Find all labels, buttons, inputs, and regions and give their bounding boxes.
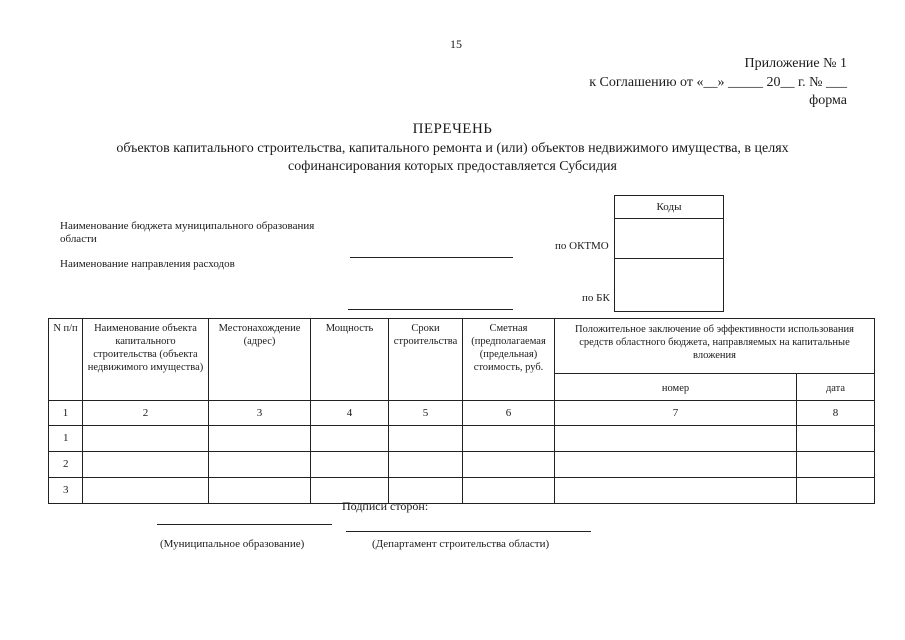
table-cell[interactable] [389,452,463,478]
table-cell[interactable] [83,452,209,478]
header-capacity: Мощность [311,319,389,401]
table-cell[interactable] [463,478,555,504]
row-number: 1 [49,426,83,452]
table-cell[interactable] [555,478,797,504]
document-subtitle-line-1: объектов капитального строительства, капитального ремонта и (или) объектов недвижимого имущества, в целях [116,141,789,156]
municipal-signature-line[interactable] [157,524,332,525]
table-cell[interactable] [797,452,875,478]
header-construction-terms: Сроки строительства [389,319,463,401]
column-number: 8 [797,401,875,426]
department-signature-line[interactable] [346,531,591,532]
table-cell[interactable] [83,426,209,452]
column-number: 2 [83,401,209,426]
bk-label: по БК [582,292,610,304]
column-number: 6 [463,401,555,426]
table-cell[interactable] [209,478,311,504]
objects-table [48,318,875,504]
table-row [49,478,875,504]
header-estimated-cost: Сметная (предполагаемая (предельная) стоимость, руб. [463,319,555,401]
column-number: 5 [389,401,463,426]
table-cell[interactable] [389,426,463,452]
header-location: Местонахождение (адрес) [209,319,311,401]
header-num: N п/п [49,319,83,401]
appendix-label: Приложение № 1 [744,56,847,71]
header-conclusion: Положительное заключение об эффективности использования средств областного бюджета, направляемых на капитальные вложения [555,319,875,374]
column-number: 3 [209,401,311,426]
codes-box [614,195,724,312]
row-number: 3 [49,478,83,504]
form-label: форма [809,93,847,108]
codes-divider [615,258,723,259]
objects-table-wrapper [48,318,875,504]
table-row [49,426,875,452]
table-cell[interactable] [209,452,311,478]
oktmo-label: по ОКТМО [555,240,609,252]
direction-name-label: Наименование направления расходов [60,258,235,270]
direction-name-field[interactable] [348,309,513,310]
header-conclusion-number: номер [555,374,797,401]
document-subtitle-line-2: софинансирования которых предоставляется Субсидия [288,159,617,174]
table-cell[interactable] [311,426,389,452]
table-cell[interactable] [311,452,389,478]
budget-name-field[interactable] [350,257,513,258]
header-conclusion-date: дата [797,374,875,401]
header-object-name: Наименование объекта капитального строительства (объекта недвижимого имущества) [83,319,209,401]
municipal-signature-caption: (Муниципальное образование) [160,538,305,550]
table-cell[interactable] [463,452,555,478]
department-signature-caption: (Департамент строительства области) [372,538,550,550]
column-number: 7 [555,401,797,426]
budget-name-label [60,220,350,246]
row-number: 2 [49,452,83,478]
column-numbers-row [49,401,875,426]
column-number: 1 [49,401,83,426]
column-number: 4 [311,401,389,426]
table-cell[interactable] [463,426,555,452]
table-cell[interactable] [555,426,797,452]
document-title: ПЕРЕЧЕНЬ [412,121,493,137]
budget-name-label-line-1: Наименование бюджета муниципального образования [60,220,315,232]
budget-name-label-line-2: области [60,233,97,245]
page-number: 15 [450,37,462,51]
signatures-title: Подписи сторон: [342,499,429,513]
table-row [49,452,875,478]
table-cell[interactable] [797,478,875,504]
table-cell[interactable] [797,426,875,452]
agreement-reference: к Соглашению от «__» _____ 20__ г. № ___ [589,75,847,90]
table-cell[interactable] [209,426,311,452]
table-cell[interactable] [83,478,209,504]
table-cell[interactable] [555,452,797,478]
codes-header: Коды [615,196,723,219]
